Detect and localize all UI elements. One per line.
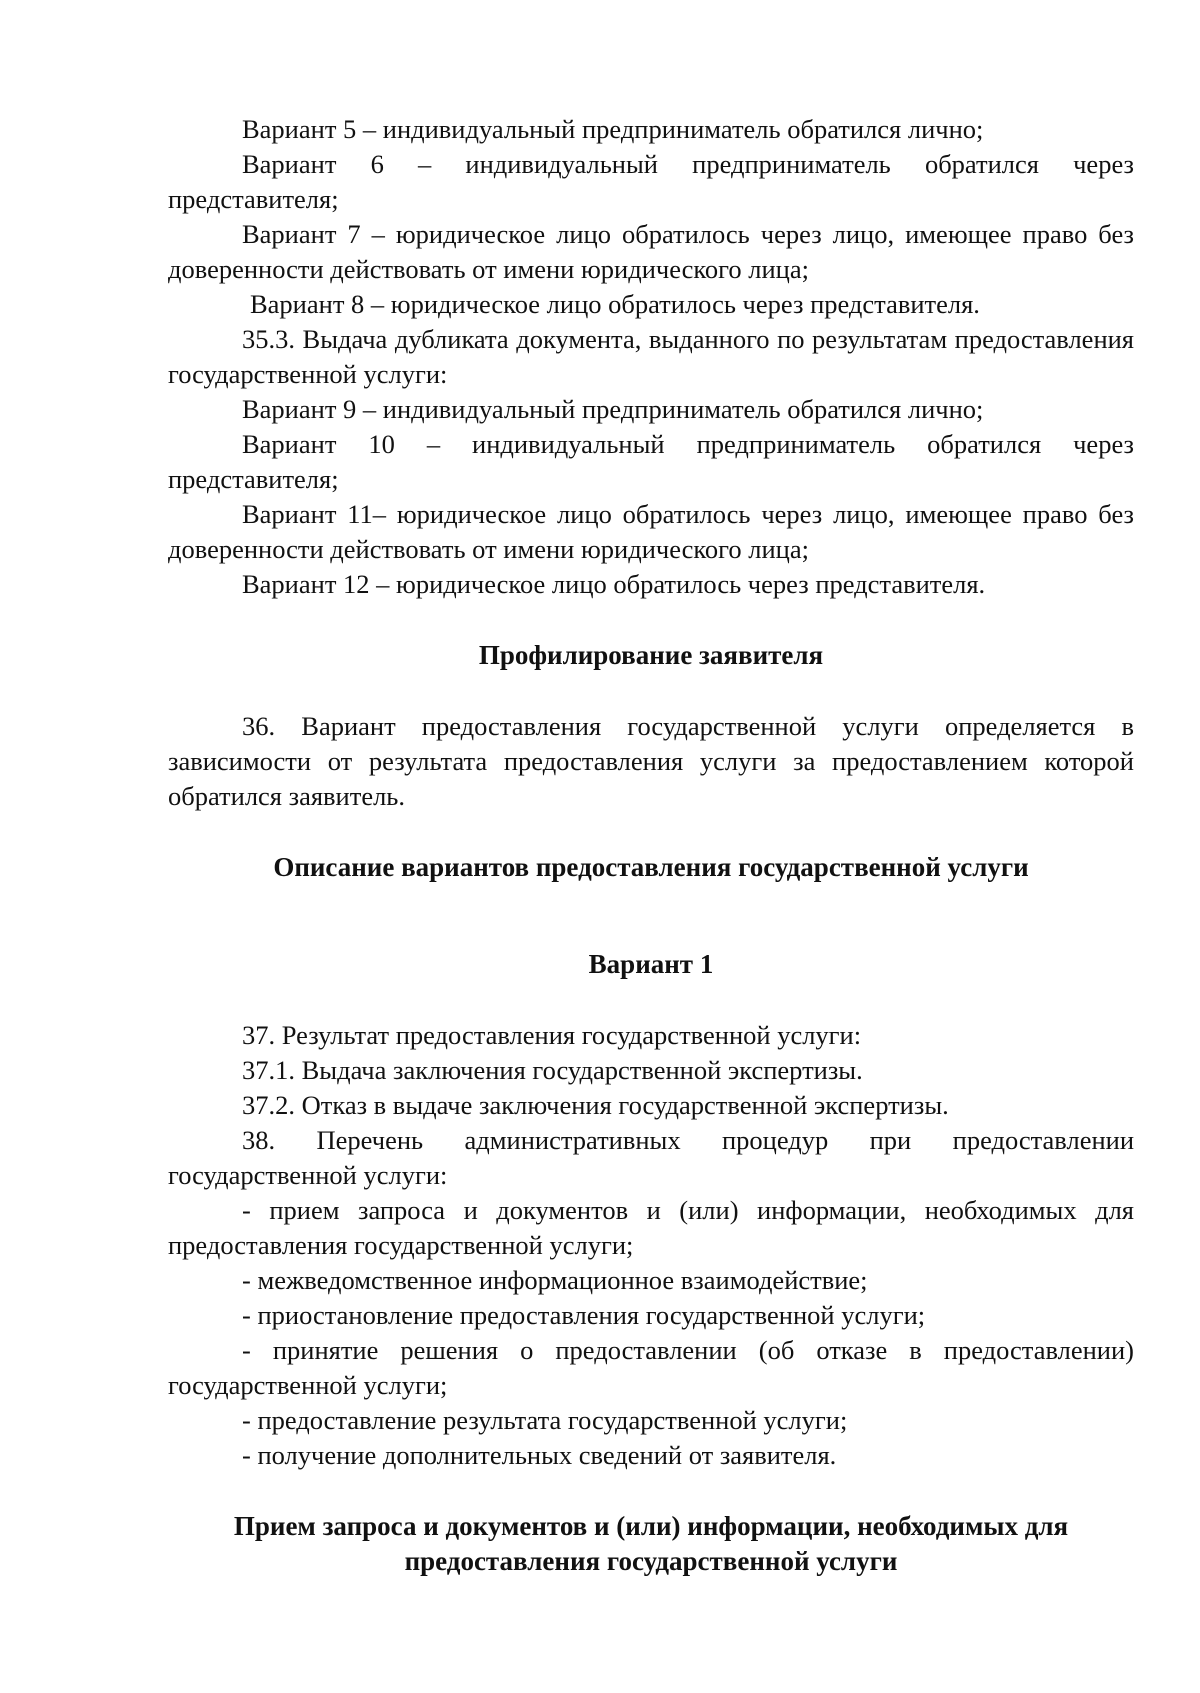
list-item-decision: - принятие решения о предоставлении (об отказе в предоставлении) государственной услуги; bbox=[168, 1335, 1134, 1400]
paragraph-38: 38. Перечень административных процедур при предоставлении государственной услуги: bbox=[168, 1125, 1134, 1190]
paragraph-variant-5: Вариант 5 – индивидуальный предприниматель обратился лично; bbox=[242, 114, 984, 144]
paragraph-36: 36. Вариант предоставления государственной услуги определяется в зависимости от результата предоставления услуги за предоставлением которой обратился заявитель. bbox=[168, 711, 1134, 811]
paragraph-37: 37. Результат предоставления государственной услуги: bbox=[242, 1020, 862, 1050]
paragraph-variant-6: Вариант 6 – индивидуальный предприниматель обратился через представителя; bbox=[168, 149, 1134, 214]
paragraph-variant-10: Вариант 10 – индивидуальный предприниматель обратился через представителя; bbox=[168, 429, 1134, 494]
heading-reception-line-2: предоставления государственной услуги bbox=[404, 1546, 898, 1576]
heading-description-variants: Описание вариантов предоставления государственной услуги bbox=[273, 852, 1029, 882]
paragraph-variant-12: Вариант 12 – юридическое лицо обратилось через представителя. bbox=[242, 569, 986, 599]
paragraph-35-3: 35.3. Выдача дубликата документа, выданного по результатам предоставления государственной услуги: bbox=[168, 324, 1134, 389]
paragraph-variant-11: Вариант 11– юридическое лицо обратилось через лицо, имеющее право без доверенности действовать от имени юридического лица; bbox=[168, 499, 1134, 564]
paragraph-variant-7: Вариант 7 – юридическое лицо обратилось через лицо, имеющее право без доверенности действовать от имени юридического лица; bbox=[168, 219, 1134, 284]
paragraph-37-2: 37.2. Отказ в выдаче заключения государственной экспертизы. bbox=[242, 1090, 949, 1120]
heading-reception-line-1: Прием запроса и документов и (или) информации, необходимых для bbox=[233, 1511, 1069, 1541]
document-page bbox=[168, 112, 1134, 1579]
heading-variant-1: Вариант 1 bbox=[588, 949, 714, 979]
paragraph-37-1: 37.1. Выдача заключения государственной экспертизы. bbox=[242, 1055, 863, 1085]
list-item-additional-info: - получение дополнительных сведений от заявителя. bbox=[242, 1440, 837, 1470]
list-item-interaction: - межведомственное информационное взаимодействие; bbox=[242, 1265, 868, 1295]
paragraph-variant-9: Вариант 9 – индивидуальный предприниматель обратился лично; bbox=[242, 394, 984, 424]
paragraph-variant-8: Вариант 8 – юридическое лицо обратилось через представителя. bbox=[250, 289, 980, 319]
list-item-result: - предоставление результата государственной услуги; bbox=[242, 1405, 848, 1435]
list-item-reception: - прием запроса и документов и (или) информации, необходимых для предоставления государственной услуги; bbox=[168, 1195, 1134, 1260]
heading-profiling: Профилирование заявителя bbox=[478, 640, 824, 670]
list-item-suspension: - приостановление предоставления государственной услуги; bbox=[242, 1300, 926, 1330]
